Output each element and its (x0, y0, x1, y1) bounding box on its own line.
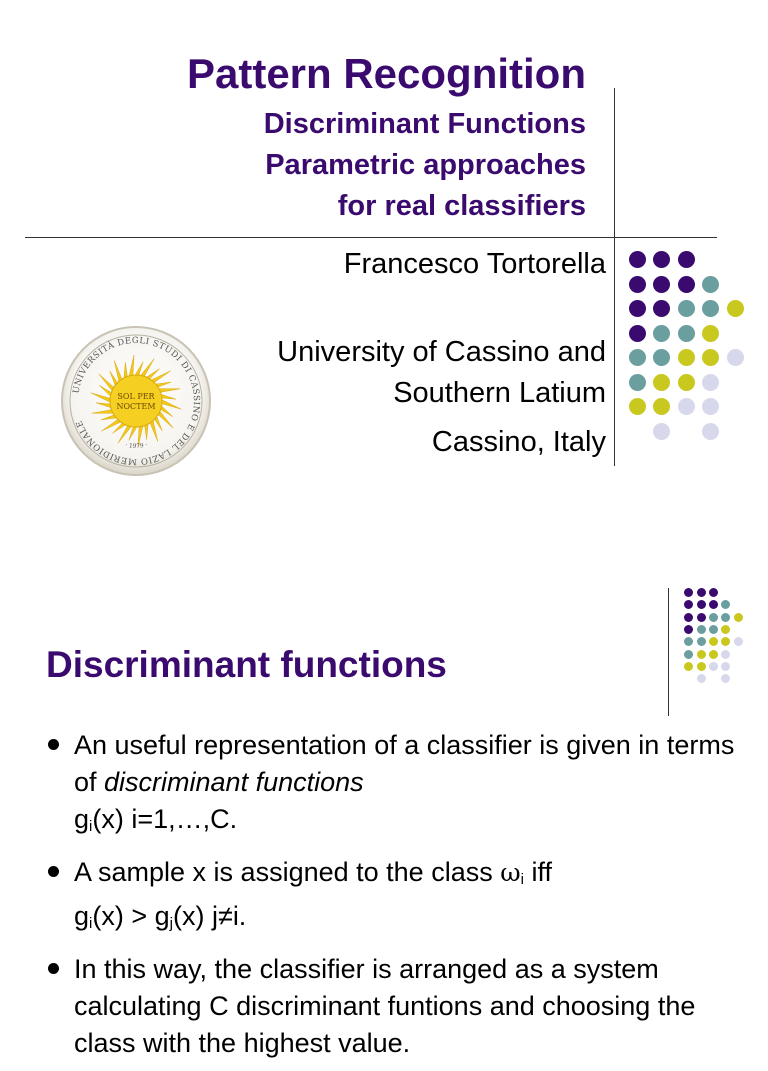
decorative-dot (709, 613, 718, 622)
decorative-dot (709, 637, 718, 646)
decorative-dot (629, 276, 646, 293)
decorative-dot (697, 674, 706, 683)
decorative-dot (709, 662, 718, 671)
decorative-dot (653, 276, 670, 293)
title-slide (0, 0, 768, 500)
vertical-divider (614, 88, 615, 466)
author-name: Francesco Tortorella (343, 248, 606, 280)
decorative-dot (702, 276, 719, 293)
decorative-dot (697, 613, 706, 622)
decorative-dot (727, 349, 744, 366)
decorative-dot (697, 662, 706, 671)
bullet-list (44, 727, 744, 1071)
decorative-dot (653, 251, 670, 268)
decorative-dot (684, 600, 693, 609)
decorative-dot (734, 613, 743, 622)
slide-title: Pattern Recognition (186, 50, 586, 97)
decorative-dot (678, 276, 695, 293)
decorative-dot (702, 325, 719, 342)
decorative-dot (629, 374, 646, 391)
decorative-dot (697, 650, 706, 659)
decorative-dot (653, 325, 670, 342)
decorative-dot (678, 325, 695, 342)
decorative-dot (678, 374, 695, 391)
decorative-dot (721, 613, 730, 622)
decorative-dot (684, 650, 693, 659)
svg-text:SOL PER: SOL PER (117, 392, 155, 401)
decorative-dot (653, 300, 670, 317)
decorative-dot (721, 637, 730, 646)
decorative-dot (697, 600, 706, 609)
bullet-item-3: In this way, the classifier is arranged as a system calculating C discriminant funtions and choosing the class with the highest value. (44, 951, 744, 1062)
decorative-dot (709, 650, 718, 659)
svg-text:UNIVERSITÀ DEGLI STUDI DI CASS: UNIVERSITÀ DEGLI STUDI DI CASSINO E DEL LAZIO MERIDIONALE (71, 335, 202, 467)
decorative-dot (684, 637, 693, 646)
decorative-dot (721, 625, 730, 634)
decorative-dot (721, 674, 730, 683)
decorative-dot (629, 398, 646, 415)
decorative-dot (684, 588, 693, 597)
svg-text:· 1979 ·: · 1979 · (124, 441, 149, 450)
decorative-dot (702, 423, 719, 440)
affiliation-line-1: University of Cassino and (277, 336, 606, 368)
decorative-dot (684, 662, 693, 671)
decorative-dot (629, 300, 646, 317)
decorative-dot (684, 625, 693, 634)
decorative-dot (678, 349, 695, 366)
decorative-dot (721, 650, 730, 659)
decorative-dot (709, 625, 718, 634)
decorative-dot (629, 251, 646, 268)
decorative-dot (709, 588, 718, 597)
decorative-dot (727, 300, 744, 317)
decorative-dot (702, 300, 719, 317)
bullet-item-1: An useful representation of a classifier is given in terms of discriminant functions $g_i(x)$ i=1,…,C. (44, 727, 744, 845)
decorative-dot (697, 588, 706, 597)
decorative-dot (678, 251, 695, 268)
subtitle-line-3: for real classifiers (337, 190, 586, 222)
affiliation-line-2: Southern Latium (393, 377, 606, 409)
decorative-dot (678, 300, 695, 317)
decorative-dot (702, 349, 719, 366)
decorative-dot (697, 637, 706, 646)
decorative-dot (684, 613, 693, 622)
decorative-dot (697, 625, 706, 634)
subtitle-line-1: Discriminant Functions (263, 108, 586, 140)
university-seal-icon (60, 325, 212, 477)
subtitle-line-2: Parametric approaches (265, 149, 586, 181)
decorative-dot (709, 600, 718, 609)
slide-subtitle (264, 104, 586, 227)
svg-text:NOCTEM: NOCTEM (116, 402, 156, 411)
decorative-dot (721, 600, 730, 609)
decorative-dot (629, 325, 646, 342)
location: Cassino, Italy (431, 426, 606, 458)
decorative-dot (629, 349, 646, 366)
vertical-divider-small (668, 588, 669, 716)
decorative-dot (734, 637, 743, 646)
slide-heading: Discriminant functions (46, 644, 447, 685)
decorative-dot (653, 374, 670, 391)
decorative-dot (653, 349, 670, 366)
horizontal-divider (25, 237, 717, 238)
decorative-dot (653, 423, 670, 440)
decorative-dot (678, 398, 695, 415)
bullet-item-2: A sample x is assigned to the class $\omega_i$ iff $g_i(x) > g_j(x)$ j≠i. (44, 854, 744, 942)
decorative-dot (702, 374, 719, 391)
decorative-dot (653, 398, 670, 415)
decorative-dot (702, 398, 719, 415)
decorative-dot (721, 662, 730, 671)
